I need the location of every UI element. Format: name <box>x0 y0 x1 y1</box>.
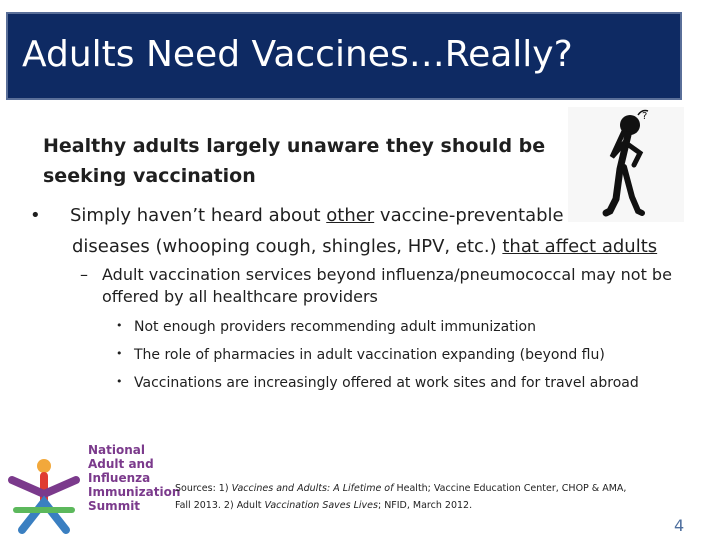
sources-text: Fall 2013. 2) Adult <box>175 500 265 511</box>
bullet-1-line-2 <box>30 231 670 262</box>
logo-line: Influenza <box>88 471 151 485</box>
bullet-2-text: Adult vaccination services beyond influenza/pneumococcal may not be offered by all healthcare providers <box>102 265 672 306</box>
sources-line-1 <box>175 480 675 497</box>
sources-line-2 <box>175 497 675 514</box>
bullet-1-text-b: vaccine-preventable <box>374 205 564 226</box>
logo-line: National <box>88 443 145 457</box>
sources-text: ; NFID, March 2012. <box>377 500 473 511</box>
dash-marker: – <box>80 265 88 284</box>
logo-text <box>88 443 180 513</box>
sub-bullet-1 <box>116 319 536 335</box>
bullet-1 <box>30 200 670 262</box>
sub-bullet-text: The role of pharmacies in adult vaccination expanding (beyond flu) <box>134 347 605 363</box>
bullet-marker: • <box>30 205 41 226</box>
bullet-1-underlined-b: that affect adults <box>502 236 658 257</box>
logo-line: Adult and <box>88 457 154 471</box>
logo-line: Summit <box>88 499 141 513</box>
sources-citation <box>175 480 675 514</box>
sub-bullet-3 <box>116 375 639 391</box>
heading <box>43 131 563 191</box>
slide-title: Adults Need Vaccines…Really? <box>22 34 573 75</box>
bullet-1-underlined-a: other <box>326 205 375 226</box>
logo-line: Immunization <box>88 485 181 499</box>
nais-logo-icon <box>4 450 84 538</box>
heading-line-2: seeking vaccination <box>43 165 256 187</box>
svg-text:?: ? <box>642 111 648 122</box>
heading-line-1: Healthy adults largely unaware they should be <box>43 135 546 157</box>
page-number: 4 <box>674 516 685 535</box>
bullet-1-text-a: Simply haven’t heard about <box>70 205 327 226</box>
bullet-1-line-1 <box>30 200 670 231</box>
sub-bullet-text: Not enough providers recommending adult immunization <box>134 319 536 335</box>
sources-italic: Vaccines and Adults: A Lifetime of <box>231 483 394 494</box>
bullet-2 <box>80 264 700 308</box>
bullet-1-text-c: diseases (whooping cough, shingles, HPV, etc.) <box>72 236 503 257</box>
sub-bullet-marker: • <box>116 319 123 332</box>
sources-text: Sources: 1) <box>175 483 232 494</box>
sources-italic: Vaccination Saves Lives <box>264 500 378 511</box>
sub-bullet-marker: • <box>116 347 123 360</box>
sources-text: Health; Vaccine Education Center, CHOP & AMA, <box>393 483 627 494</box>
sub-bullet-text: Vaccinations are increasingly offered at work sites and for travel abroad <box>134 375 639 391</box>
sub-bullet-2 <box>116 347 605 363</box>
title-bar <box>6 12 682 100</box>
sub-bullet-marker: • <box>116 375 123 388</box>
